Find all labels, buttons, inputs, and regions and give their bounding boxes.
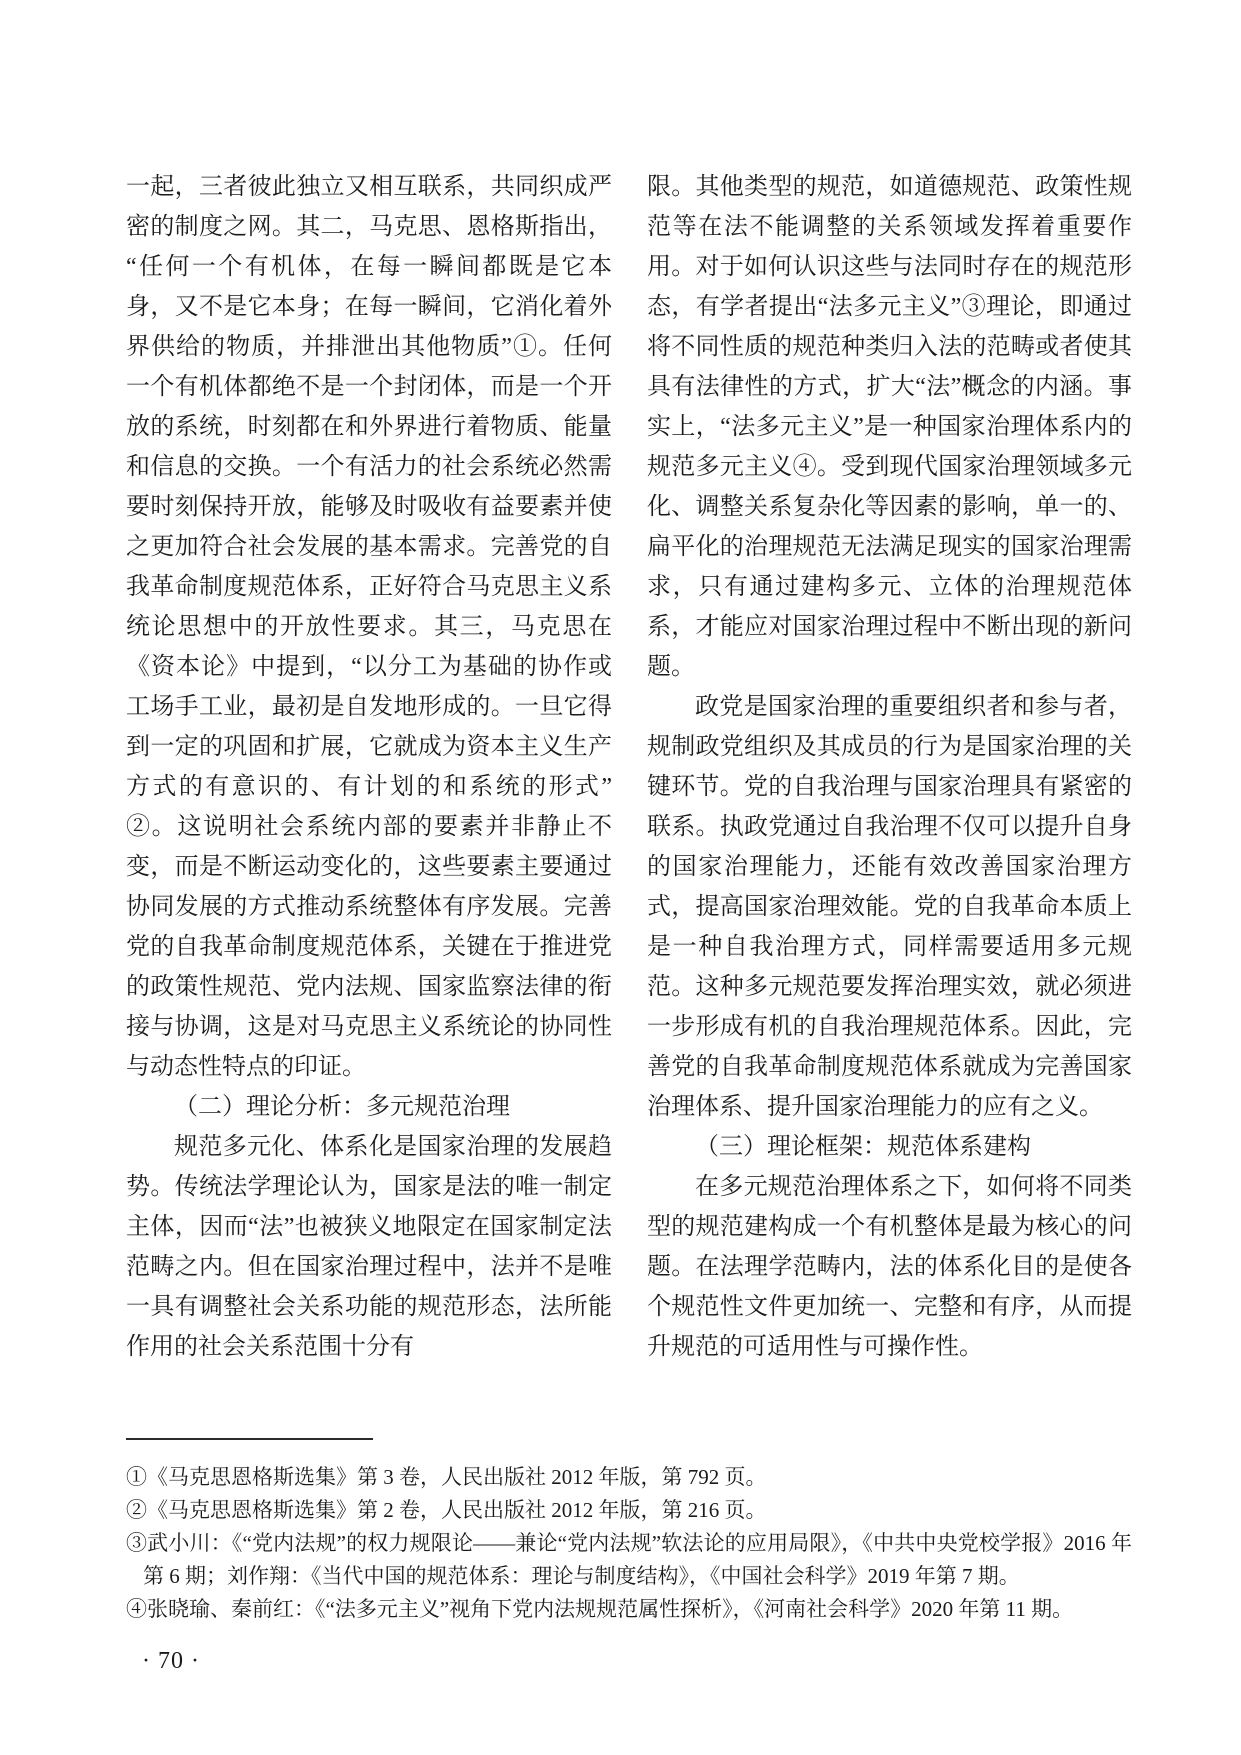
body-paragraph: 在多元规范治理体系之下，如何将不同类型的规范建构成一个有机整体是最为核心的问题。在法理学范畴内，法的体系化目的是使各个规范性文件更加统一、完整和有序，从而提升规范的可适用性与可操作性。 bbox=[647, 1174, 1132, 1360]
paragraph-continuation: 限。其他类型的规范，如道德规范、政策性规范等在法不能调整的关系领域发挥着重要作用。对于如何认识这些与法同时存在的规范形态，有学者提出“法多元主义”③理论，即通过将不同性质的规范种类归入法的范畴或者使其具有法律性的方式，扩大“法”概念的内涵。事实上，“法多元主义”是一种国家治理体系内的规范多元主义④。受到现代国家治理领域多元化、调整关系复杂化等因素的影响，单一的、扁平化的治理规范无法满足现实的国家治理需求，只有通过建构多元、立体的治理规范体系，才能应对国家治理过程中不断出现的新问题。 bbox=[647, 174, 1132, 680]
right-column bbox=[647, 167, 1132, 1367]
footnote-2: ②《马克思恩格斯选集》第 2 卷，人民出版社 2012 年版，第 216 页。 bbox=[126, 1498, 767, 1522]
footnote-separator-rule bbox=[126, 1438, 373, 1440]
subsection-heading-2: （二）理论分析：多元规范治理 bbox=[174, 1094, 510, 1120]
page-number: · 70 · bbox=[142, 1648, 200, 1674]
article-body bbox=[126, 167, 1132, 1367]
footnote-1: ①《马克思恩格斯选集》第 3 卷，人民出版社 2012 年版，第 792 页。 bbox=[126, 1465, 767, 1489]
body-paragraph: 政党是国家治理的重要组织者和参与者，规制政党组织及其成员的行为是国家治理的关键环节。党的自我治理与国家治理具有紧密的联系。执政党通过自我治理不仅可以提升自身的国家治理能力，还能有效改善国家治理方式，提高国家治理效能。党的自我革命本质上是一种自我治理方式，同样需要适用多元规范。这种多元规范要发挥治理实效，就必须进一步形成有机的自我治理规范体系。因此，完善党的自我革命制度规范体系就成为完善国家治理体系、提升国家治理能力的应有之义。 bbox=[647, 694, 1132, 1120]
paragraph-continuation: 一起，三者彼此独立又相互联系，共同织成严密的制度之网。其二，马克思、恩格斯指出，“任何一个有机体，在每一瞬间都既是它本身，又不是它本身；在每一瞬间，它消化着外界供给的物质，并排泄出其他物质”①。任何一个有机体都绝不是一个封闭体，而是一个开放的系统，时刻都在和外界进行着物质、能量和信息的交换。一个有活力的社会系统必然需要时刻保持开放，能够及时吸收有益要素并使之更加符合社会发展的基本需求。完善党的自我革命制度规范体系，正好符合马克思主义系统论思想中的开放性要求。其三，马克思在《资本论》中提到，“以分工为基础的协作或工场手工业，最初是自发地形成的。一旦它得到一定的巩固和扩展，它就成为资本主义生产方式的有意识的、有计划的和系统的形式”②。这说明社会系统内部的要素并非静止不变，而是不断运动变化的，这些要素主要通过协同发展的方式推动系统整体有序发展。完善党的自我革命制度规范体系，关键在于推进党的政策性规范、党内法规、国家监察法律的衔接与协调，这是对马克思主义系统论的协同性与动态性特点的印证。 bbox=[126, 174, 612, 1080]
body-paragraph: 规范多元化、体系化是国家治理的发展趋势。传统法学理论认为，国家是法的唯一制定主体，因而“法”也被狭义地限定在国家制定法范畴之内。但在国家治理过程中，法并不是唯一具有调整社会关系功能的规范形态，法所能作用的社会关系范围十分有 bbox=[126, 1134, 612, 1360]
subsection-heading-3: （三）理论框架：规范体系建构 bbox=[695, 1134, 1031, 1160]
footnote-4: ④张晓瑜、秦前红：《“法多元主义”视角下党内法规规范属性探析》，《河南社会科学》2020 年第 11 期。 bbox=[126, 1597, 1074, 1621]
footnote-3: ③武小川：《“党内法规”的权力规限论——兼论“党内法规”软法论的应用局限》，《中共中央党校学报》2016 年第 6 期；刘作翔：《当代中国的规范体系：理论与制度结构》，《中国社会科学》2019 年第 7 期。 bbox=[126, 1531, 1132, 1588]
left-column bbox=[126, 167, 612, 1367]
footnotes-block bbox=[126, 1461, 1132, 1626]
